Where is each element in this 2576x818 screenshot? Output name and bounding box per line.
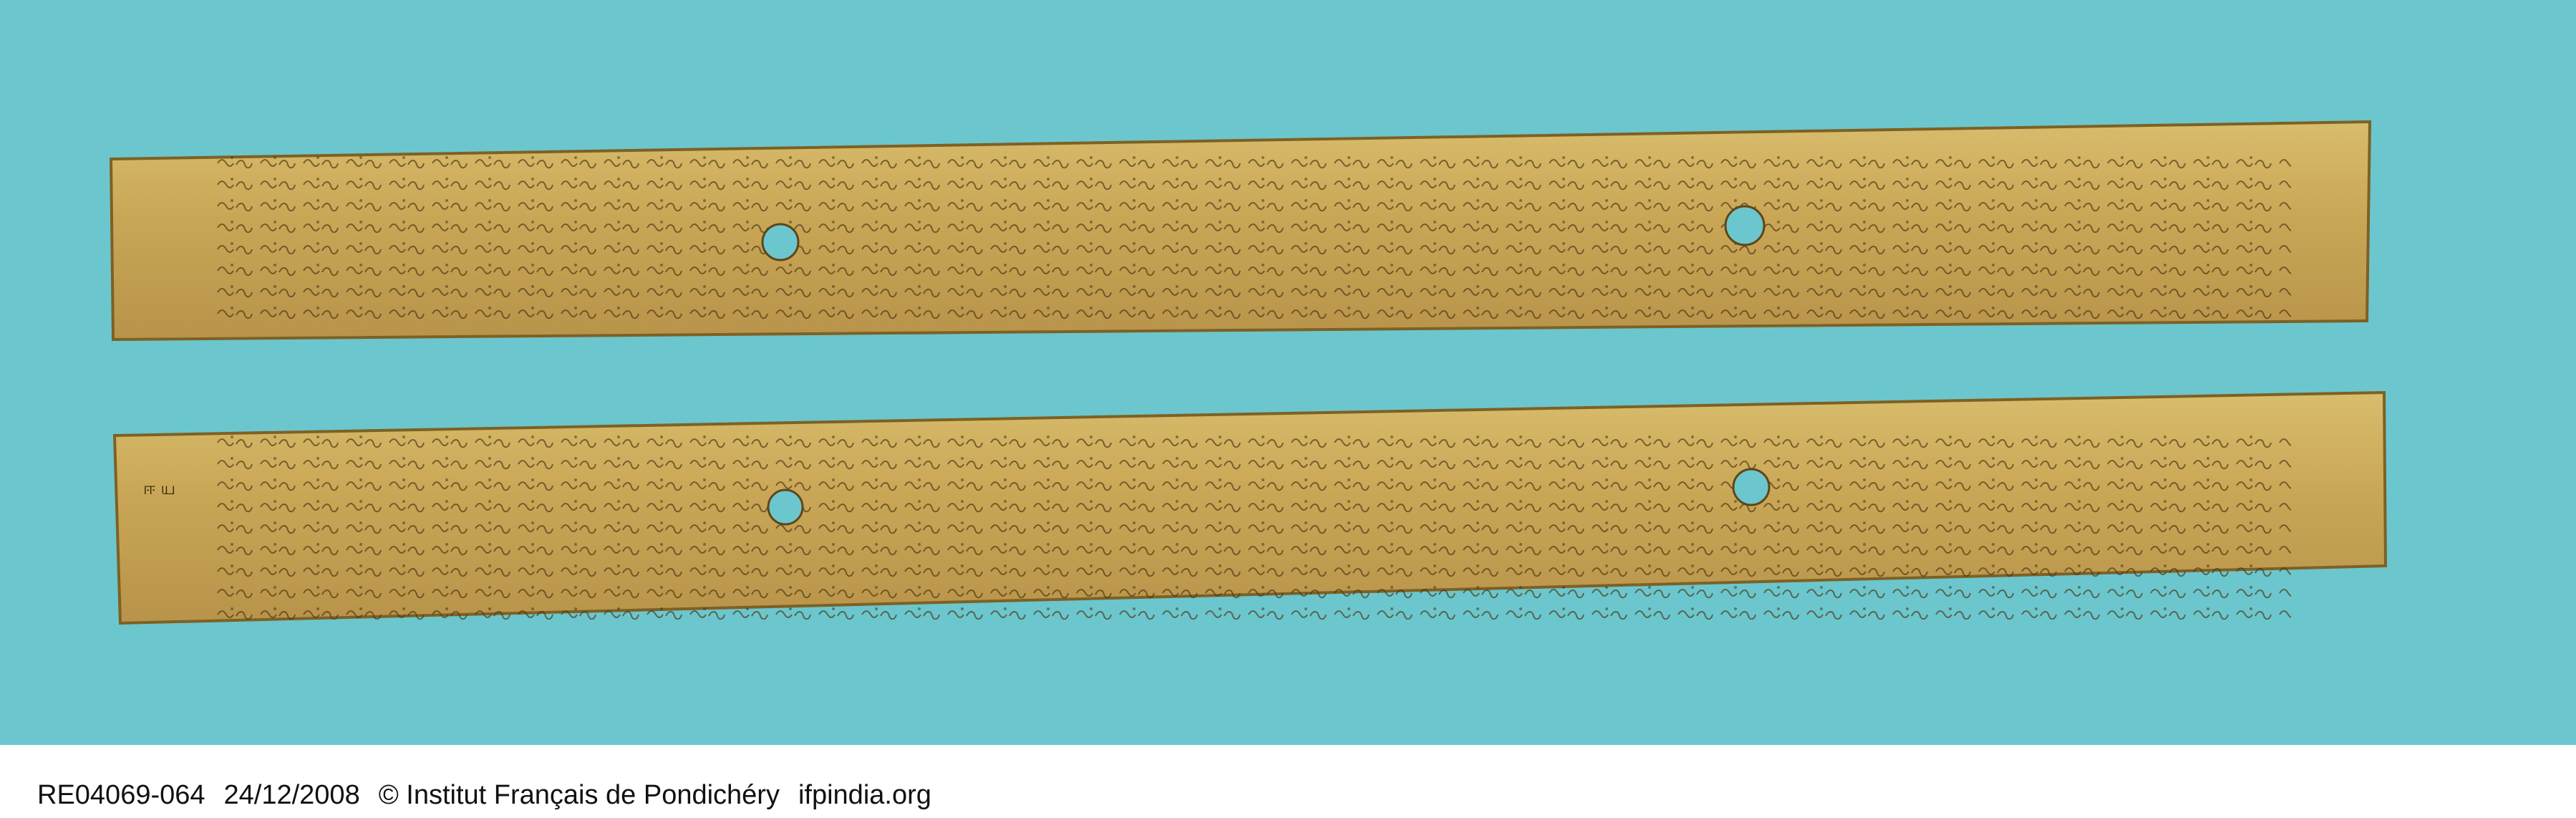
- record-id: RE04069-064: [37, 779, 205, 810]
- margin-mark: ஈ ய: [143, 478, 176, 499]
- leaf-upper-script-area: [215, 150, 2291, 322]
- record-date: 24/12/2008: [223, 779, 360, 810]
- website-link[interactable]: ifpindia.org: [798, 779, 931, 810]
- leaf-upper: [111, 122, 2370, 340]
- binding-hole-right: [1733, 469, 1769, 505]
- photo-caption: [37, 777, 931, 813]
- binding-hole-left: [768, 490, 803, 524]
- leaf-lower: [115, 393, 2386, 623]
- leaf-lower-script-area: [215, 426, 2291, 620]
- binding-hole-right: [1725, 206, 1764, 245]
- copyright-notice: © Institut Français de Pondichéry: [378, 779, 780, 810]
- binding-hole-left: [762, 224, 798, 260]
